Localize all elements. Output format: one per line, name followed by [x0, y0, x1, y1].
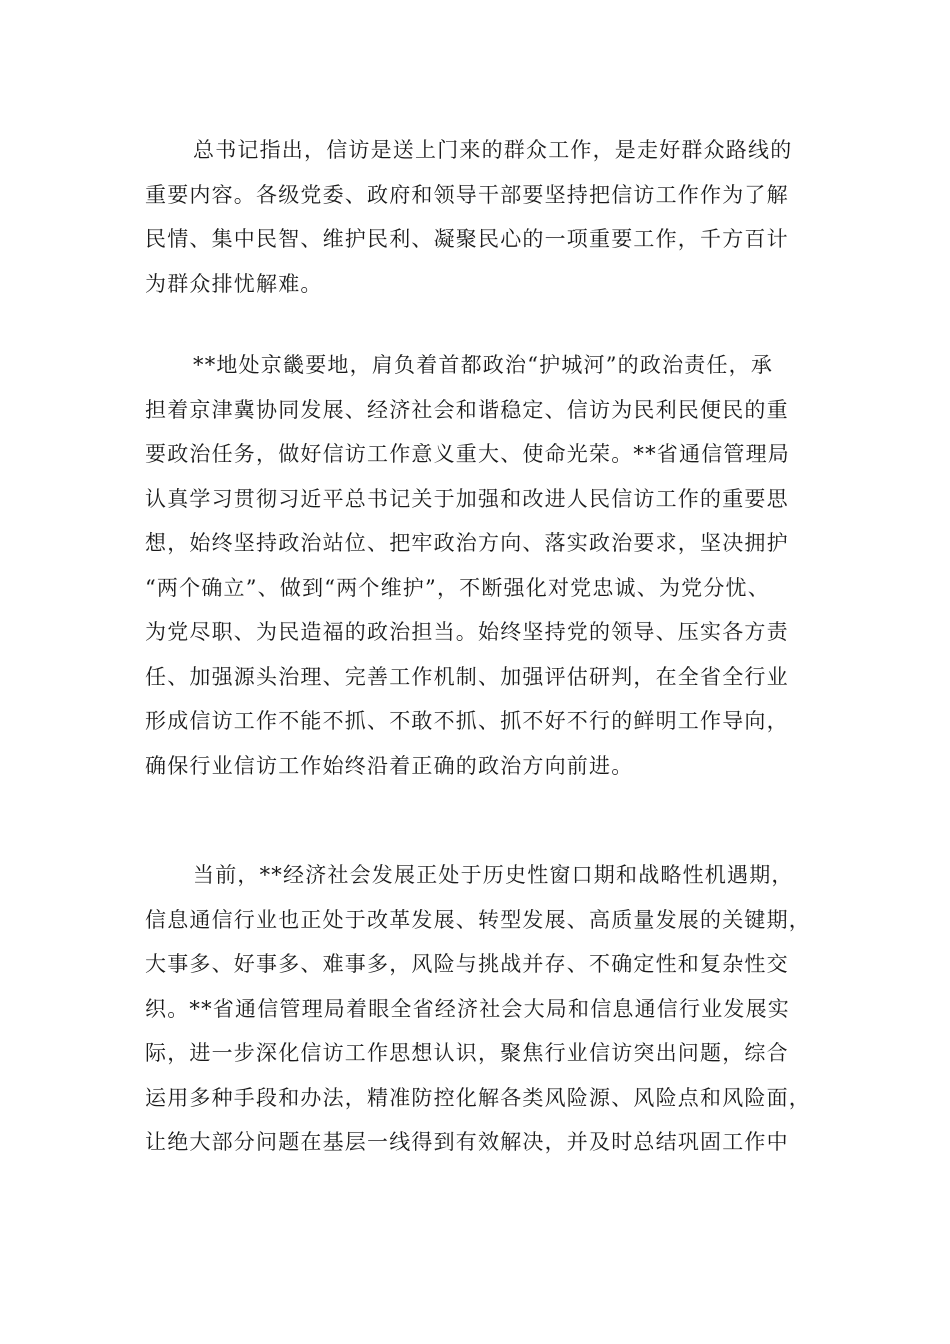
paragraph-line: 形成信访工作不能不抓、不敢不抓、抓不好不行的鲜明工作导向， [145, 709, 789, 733]
paragraph-line: 认真学习贯彻习近平总书记关于加强和改进人民信访工作的重要思 [145, 486, 789, 511]
paragraph-line: 际，进一步深化信访工作思想认识，聚焦行业信访突出问题，综合 [145, 1041, 789, 1065]
paragraph-3 [145, 853, 815, 1165]
paragraph-line: 确保行业信访工作始终沿着正确的政治方向前进。 [145, 753, 634, 778]
paragraph-line: 织。**省通信管理局着眼全省经济社会大局和信息通信行业发展实 [145, 996, 790, 1021]
paragraph-line: 民情、集中民智、维护民利、凝聚民心的一项重要工作，千方百计 [145, 227, 789, 251]
paragraph-line: 运用多种手段和办法，精准防控化解各类风险源、风险点和风险面， [145, 1085, 811, 1110]
paragraph-1 [145, 128, 815, 306]
paragraph-line: **地处京畿要地，肩负着首都政治“护城河”的政治责任，承 [193, 353, 774, 377]
paragraph-line: 总书记指出，信访是送上门来的群众工作，是走好群众路线的 [193, 138, 793, 162]
paragraph-line: 为党尽职、为民造福的政治担当。始终坚持党的领导、压实各方责 [145, 620, 789, 644]
paragraph-line: 为群众排忧解难。 [145, 271, 323, 296]
paragraph-line: “两个确立”、做到“两个维护”，不断强化对党忠诚、为党分忧、 [145, 575, 770, 600]
paragraph-line: 要政治任务，做好信访工作意义重大、使命光荣。**省通信管理局 [145, 442, 790, 466]
paragraph-2 [145, 343, 815, 788]
paragraph-line: 信息通信行业也正处于改革发展、转型发展、高质量发展的关键期， [145, 907, 811, 932]
paragraph-line: 大事多、好事多、难事多，风险与挑战并存、不确定性和复杂性交 [145, 952, 789, 976]
paragraph-line: 当前，**经济社会发展正处于历史性窗口期和战略性机遇期， [193, 863, 794, 887]
paragraph-line: 担着京津冀协同发展、经济社会和谐稳定、信访为民利民便民的重 [145, 397, 789, 422]
paragraph-line: 让绝大部分问题在基层一线得到有效解决，并及时总结巩固工作中 [145, 1130, 789, 1154]
paragraph-line: 任、加强源头治理、完善工作机制、加强评估研判，在全省全行业 [145, 664, 789, 689]
paragraph-line: 想，始终坚持政治站位、把牢政治方向、落实政治要求，坚决拥护 [145, 531, 789, 555]
paragraph-line: 重要内容。各级党委、政府和领导干部要坚持把信访工作作为了解 [145, 182, 789, 207]
